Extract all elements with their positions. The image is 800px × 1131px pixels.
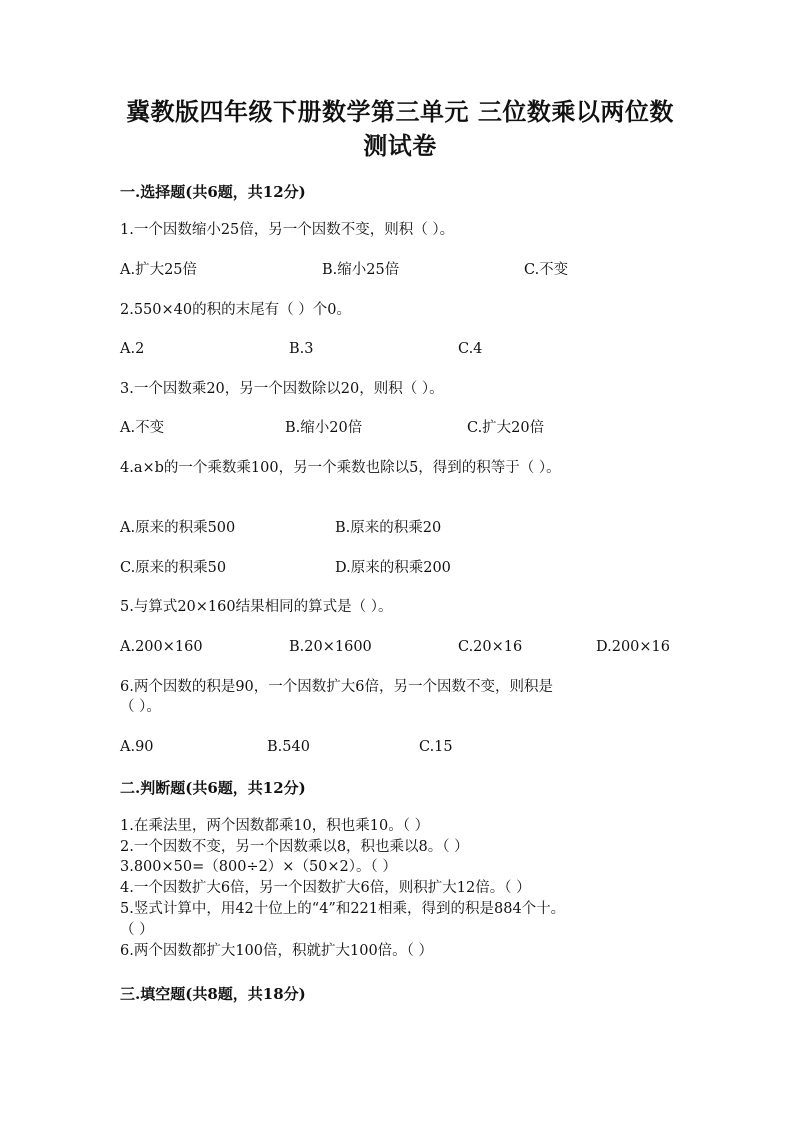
- option-2b: B.3: [289, 341, 314, 357]
- section-heading-fill: 三.填空题(共8题，共18分): [120, 985, 306, 1003]
- section-heading-choice: 一.选择题(共6题，共12分): [120, 183, 306, 201]
- question-3: 3.一个因数乘20，另一个因数除以20，则积（ ）。: [120, 381, 444, 397]
- option-4b: B.原来的积乘20: [335, 520, 442, 536]
- option-3b: B.缩小20倍: [285, 420, 363, 436]
- option-4a: A.原来的积乘500: [120, 520, 236, 536]
- option-5d: D.200×16: [596, 639, 670, 655]
- option-5b: B.20×1600: [289, 639, 372, 655]
- question-6: 6.两个因数的积是90，一个因数扩大6倍，另一个因数不变，则积是: [120, 679, 554, 695]
- page-title-continued: 测试卷: [363, 131, 437, 160]
- option-4c: C.原来的积乘50: [120, 560, 227, 576]
- question-5: 5.与算式20×160结果相同的算式是（ ）。: [120, 599, 393, 615]
- judge-question-5-continued: （ ）: [120, 922, 154, 938]
- question-4: 4.a×b的一个乘数乘100，另一个乘数也除以5，得到的积等于（ ）。: [120, 460, 561, 476]
- option-2a: A.2: [120, 341, 145, 357]
- judge-question-5: 5.竖式计算中，用42十位上的“4”和221相乘，得到的积是884个十。: [120, 901, 566, 917]
- judge-question-2: 2.一个因数不变，另一个因数乘以8，积也乘以8。（ ）: [120, 839, 469, 855]
- question-6-continued: （ ）。: [120, 699, 161, 715]
- option-6b: B.540: [267, 739, 310, 755]
- judge-question-1: 1.在乘法里，两个因数都乘10，积也乘10。（ ）: [120, 818, 430, 834]
- option-5c: C.20×16: [458, 639, 523, 655]
- judge-question-6: 6.两个因数都扩大100倍，积就扩大100倍。（ ）: [120, 943, 434, 959]
- option-6c: C.15: [419, 739, 453, 755]
- section-heading-judge: 二.判断题(共6题，共12分): [120, 779, 306, 797]
- option-1b: B.缩小25倍: [322, 262, 400, 278]
- option-1c: C.不变: [524, 262, 569, 278]
- option-1a: A.扩大25倍: [120, 262, 198, 278]
- question-2: 2.550×40的积的末尾有（ ）个0。: [120, 302, 351, 318]
- option-5a: A.200×160: [120, 639, 203, 655]
- option-2c: C.4: [458, 341, 483, 357]
- judge-question-3: 3.800×50=（800÷2）×（50×2）。（ ）: [120, 859, 397, 875]
- page-title: 冀教版四年级下册数学第三单元 三位数乘以两位数: [126, 97, 674, 126]
- option-4d: D.原来的积乘200: [335, 560, 451, 576]
- option-3a: A.不变: [120, 420, 165, 436]
- option-3c: C.扩大20倍: [467, 420, 545, 436]
- option-6a: A.90: [120, 739, 154, 755]
- judge-question-4: 4.一个因数扩大6倍，另一个因数扩大6倍，则积扩大12倍。（ ）: [120, 880, 531, 896]
- question-1: 1.一个因数缩小25倍，另一个因数不变，则积（ ）。: [120, 222, 455, 238]
